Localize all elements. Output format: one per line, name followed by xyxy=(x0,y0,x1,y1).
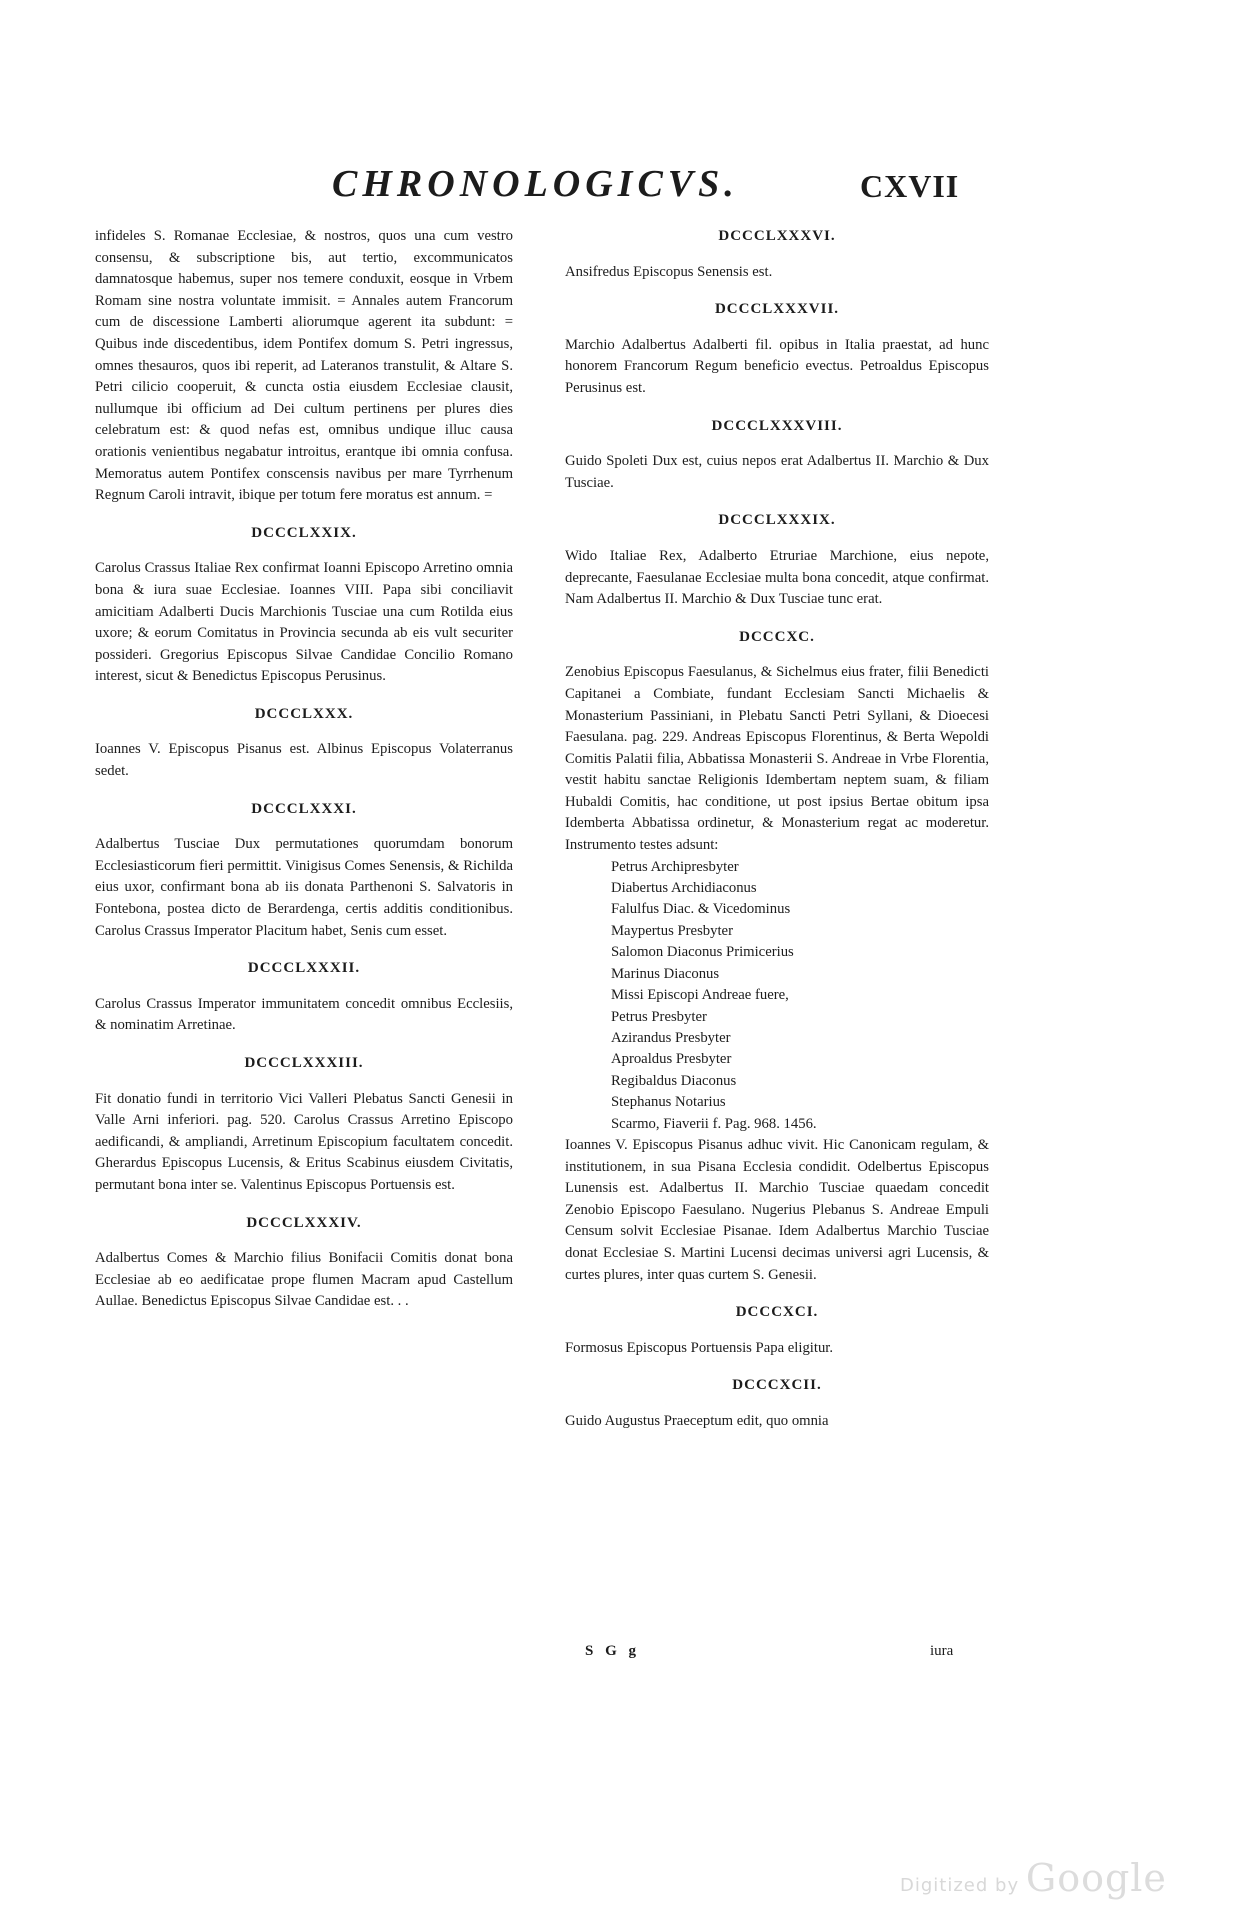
year-heading: DCCCXCII. xyxy=(732,1377,822,1394)
witness-item: Petrus Presbyter xyxy=(611,1008,707,1025)
entry-paragraph: Carolus Crassus Imperator immunitatem concedit omnibus Ecclesiis, & nominatim Arretinae. xyxy=(95,995,513,1034)
year-heading: DCCCLXXXI. xyxy=(251,800,357,817)
witness-item: Diabertus Archidiaconus xyxy=(611,880,757,897)
year-heading: DCCCLXXXIII. xyxy=(244,1055,364,1071)
year-heading: DCCCLXXXII. xyxy=(247,960,361,977)
witness-item: Regibaldus Diaconus xyxy=(611,1072,737,1089)
continuation-paragraph: Ioannes V. Episcopus Pisanus adhuc vivit. Hic Canonicam regulam, & institutionem, in sua Pisana Ecclesia condidit. Odelbertus Episcopus Lunensis est. Adalbertus II. Marchio Tusciae quaedam concedit Zenobio Episcopo Faesulano. Nugerius Plebanus S. Andreae Empuli Censum solvit Ecclesiae Pisanae. Idem Adalbertus Marchio Tusciae donat Ecclesiae S. Martini Lucensi decimas universi agri Lucensis, & curtes plures, inter quas curtem S. Genesii. xyxy=(565,1136,989,1283)
entry-paragraph: Ansifredus Episcopus Senensis est. xyxy=(565,263,773,280)
entry-paragraph: Formosus Episcopus Portuensis Papa eligitur. xyxy=(565,1339,834,1356)
year-heading: DCCCLXXXVI. xyxy=(718,228,836,244)
witness-item: Marinus Diaconus xyxy=(611,965,720,982)
witness-item: Petrus Archipresbyter xyxy=(611,858,739,875)
entry-paragraph: Adalbertus Comes & Marchio filius Bonifacii Comitis donat bona Ecclesiae ab eo aedificatae prope flumen Macram apud Castellum Aullae. Benedictus Episcopus Silvae Candidae est. . . xyxy=(95,1250,513,1310)
digitized-watermark xyxy=(900,1856,1167,1900)
entry-paragraph: Adalbertus Tusciae Dux permutationes quorumdam bonorum Ecclesiasticorum fieri permittit. Vinigisus Comes Senensis, & Richilda eius uxor, confirmant bona ab iis donata Parthenoni S. Salvatoris in Fontebona, postea dicto de Berardenga, certis additis conditionibus. Carolus Crassus Imperator Placitum habet, Senis cum esset. xyxy=(95,836,513,939)
year-heading: DCCCLXXXIX. xyxy=(718,512,836,529)
right-column xyxy=(565,226,989,1432)
watermark-brand: Google xyxy=(1025,1856,1167,1900)
year-heading: DCCCXCI. xyxy=(735,1304,819,1321)
witness-item: Falulfus Diac. & Vicedominus xyxy=(611,901,791,918)
witness-item: Stephanus Notarius xyxy=(611,1094,726,1111)
year-heading: DCCCLXXXVIII. xyxy=(711,417,843,434)
entry-paragraph: Ioannes V. Episcopus Pisanus est. Albinus Episcopus Volaterranus sedet. xyxy=(95,741,513,780)
witness-item: Azirandus Presbyter xyxy=(611,1029,731,1046)
entry-paragraph: Zenobius Episcopus Faesulanus, & Sichelmus eius frater, filii Benedicti Capitanei a Combiate, fundant Ecclesiam Sancti Michaelis & Monasterium Passiniani, in Plebatu Sancti Petri Syllani, & Dioecesi Faesulana. pag. 229. Andreas Episcopus Florentinus, & Berta Wepoldi Comitis Palatii filia, Abbatissa Monasterii S. Andreae in Vrbe Florentia, vestit habitu sanctae Religionis Idembertam neptem suam, & filiam Hubaldi Comitis, hac conditione, ut post ipsius Bertae obitum ipsa Idemberta Abbatissa ordinetur, & Monasterium regat ac moderetur. Instrumento testes adsunt: xyxy=(565,664,989,854)
witness-item: Missi Episcopi Andreae fuere, xyxy=(611,987,789,1004)
page-title: CHRONOLOGICVS. xyxy=(332,163,739,205)
entry-paragraph: Wido Italiae Rex, Adalberto Etruriae Marchione, eius nepote, deprecante, Faesulanae Ecclesiae multa bona concedit, atque confirmat. Nam Adalbertus II. Marchio & Dux Tusciae tunc erat. xyxy=(565,547,989,608)
witness-item: Maypertus Presbyter xyxy=(611,922,733,939)
witness-item: Scarmo, Fiaverii f. Pag. 968. 1456. xyxy=(611,1115,817,1132)
entry-paragraph: Fit donatio fundi in territorio Vici Valleri Plebatus Sancti Genesii in Valle Arni inferiori. pag. 520. Carolus Crassus Arretino Episcopo aedificandi, & ampliandi, Arretinum Episcopium facultatem concedit. Gherardus Episcopus Lucensis, & Eritus Scabinus eiusdem Civitatis, permutant bona inter se. Valentinus Episcopus Portuensis est. xyxy=(95,1090,513,1193)
entry-paragraph: Marchio Adalbertus Adalberti fil. opibus in Italia praestat, ad hunc honorem Francorum Regum beneficio evectus. Petroaldus Episcopus Perusinus est. xyxy=(565,336,989,396)
year-heading: DCCCXC. xyxy=(739,628,815,645)
year-heading: DCCCLXXXIV. xyxy=(246,1214,362,1231)
year-heading: DCCCLXXIX. xyxy=(251,524,357,541)
witness-item: Salomon Diaconus Primicerius xyxy=(611,944,794,961)
entry-paragraph: Carolus Crassus Italiae Rex confirmat Ioanni Episcopo Arretino omnia bona & iura suae Ecclesiae. Ioannes VIII. Papa sibi conciliavit amicitiam Adalberti Ducis Marchionis Tusciae una cum Rotilda eius uxore; & eorum Comitatus in Provincia secunda ab eis vult securiter possideri. Gregorius Episcopus Silvae Candidae Concilio Romano interest, sicut & Benedictus Episcopus Perusinus. xyxy=(95,560,513,685)
watermark-prefix: Digitized by xyxy=(900,1875,1020,1896)
intro-paragraph: infideles S. Romanae Ecclesiae, & nostros, quos una cum vestro consensu, & subscriptione bis, aut tertio, excommunicatos damnatosque habemus, super nos temere conduxit, eosque in Vrbem Romam sine nostra voluntate immisit. = Annales autem Francorum cum de discessione Lamberti aliorumque agerent ita subdunt: = Quibus inde discedentibus, idem Pontifex domum S. Petri ingressus, omnes thesauros, quos ibi reperit, ad Lateranos transtulit, & Altare S. Petri cilicio cooperuit, & cuncta ostia eiusdem Ecclesiae clausit, nullumque ibi officium ad Dei cultum pertinens per plures dies celebratum est: & quod nefas est, omnibus undique illuc causa orationis venientibus negabatur introitus, erantque ibi omnia confusa. Memoratus autem Pontifex conscensis navibus per mare Tyrrhenum Regnum Caroli intravit, ibique per totum fere moratus est annum. = xyxy=(95,228,513,504)
page-number: CXVII xyxy=(860,168,960,204)
left-column xyxy=(95,226,513,1313)
year-heading: DCCCLXXXVII. xyxy=(714,301,840,318)
catchword: iura xyxy=(930,1643,954,1659)
entry-paragraph: Guido Spoleti Dux est, cuius nepos erat Adalbertus II. Marchio & Dux Tusciae. xyxy=(565,453,989,491)
signature-mark: S G g xyxy=(585,1643,641,1659)
witness-item: Aproaldus Presbyter xyxy=(611,1051,732,1068)
entry-paragraph: Guido Augustus Praeceptum edit, quo omnia xyxy=(565,1412,829,1429)
year-heading: DCCCLXXX. xyxy=(254,705,354,722)
witness-list xyxy=(611,857,989,1135)
